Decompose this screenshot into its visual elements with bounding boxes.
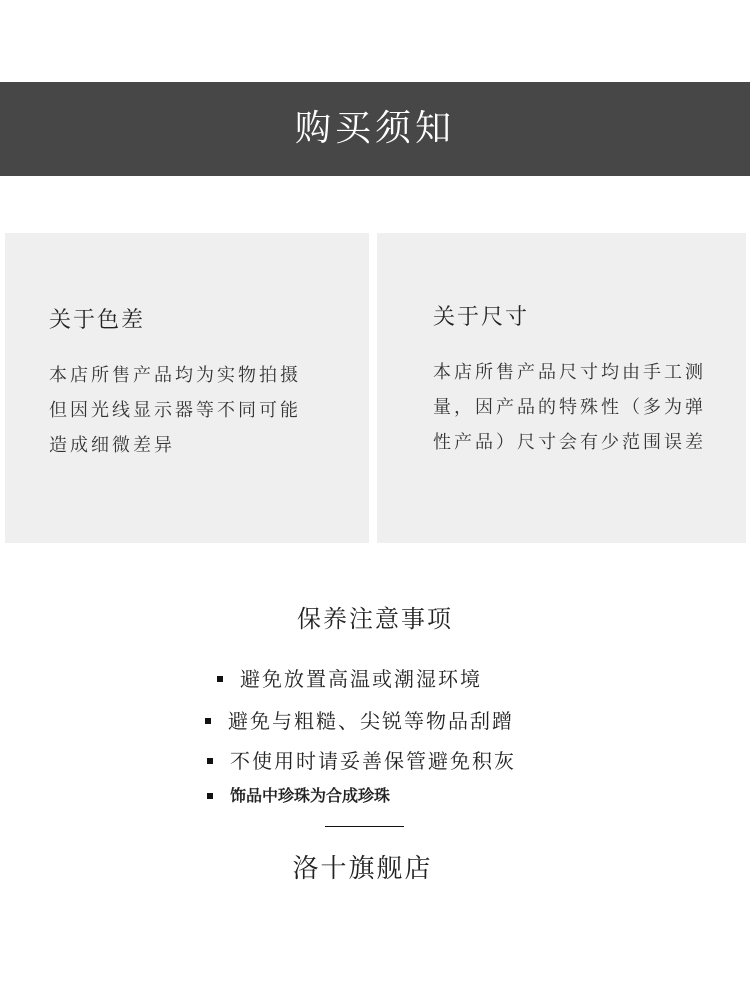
care-item-text: 不使用时请妥善保管避免积灰 [230,749,516,773]
color-card-line: 造成细微差异 [49,435,175,456]
color-card-body [49,358,369,463]
size-card [377,233,746,543]
care-list-item [205,707,514,735]
notice-banner [0,82,750,176]
color-difference-card [5,233,369,543]
care-item-text: 避免与粗糙、尖锐等物品刮蹭 [228,709,514,733]
divider-line [325,826,404,827]
square-bullet-icon [217,676,223,682]
banner-title: 购买须知 [294,108,455,149]
care-list-item [217,665,482,693]
size-card-line: 性产品）尺寸会有少范围误差 [433,432,706,453]
care-item-text: 避免放置高温或潮湿环境 [240,667,482,691]
square-bullet-icon [207,793,213,799]
care-section-title: 保养注意事项 [297,605,453,633]
size-card-line: 量，因产品的特殊性（多为弹 [433,397,706,418]
square-bullet-icon [205,718,211,724]
care-list-item [207,747,516,775]
care-item-text: 饰品中珍珠为合成珍珠 [230,786,391,805]
size-card-title: 关于尺寸 [433,305,530,330]
color-card-title: 关于色差 [49,308,146,333]
size-card-line: 本店所售产品尺寸均由手工测 [433,362,706,383]
care-list-item [207,785,390,807]
color-card-line: 但因光线显示器等不同可能 [49,400,301,421]
square-bullet-icon [207,758,213,764]
color-card-line: 本店所售产品均为实物拍摄 [49,365,301,386]
size-card-body [433,355,746,460]
store-name: 洛十旗舰店 [292,854,433,884]
